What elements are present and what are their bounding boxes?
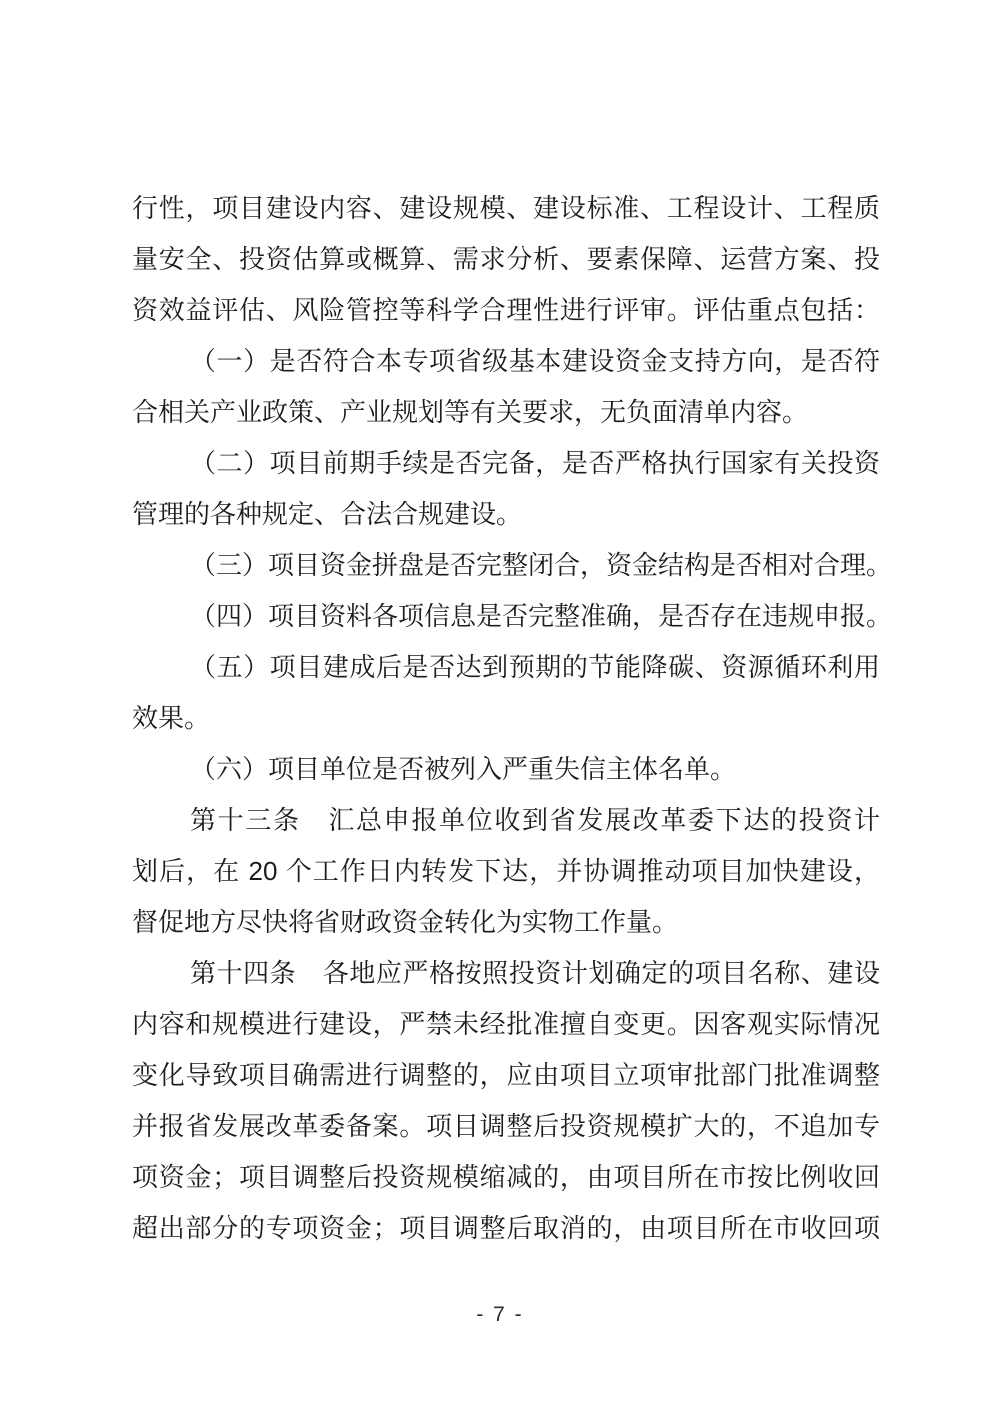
paragraph-list-item-6 [132,744,880,795]
paragraph-list-item-1 [132,336,880,438]
paragraph-article-13 [132,795,880,948]
text-line: 效果。 [132,703,211,733]
text-line: 项资金；项目调整后投资规模缩减的，由项目所在市按比例收回 [132,1162,880,1192]
text-line: 第十三条 汇总申报单位收到省发展改革委下达的投资计 [190,805,880,835]
text-line: 变化导致项目确需进行调整的，应由项目立项审批部门批准调整 [132,1060,880,1090]
text-line: 量安全、投资估算或概算、需求分析、要素保障、运营方案、投 [132,244,880,274]
page-number: - 7 - [476,1303,524,1326]
text-line: （六）项目单位是否被列入严重失信主体名单。 [190,754,737,784]
text-line: （三）项目资金拼盘是否完整闭合，资金结构是否相对合理。 [190,550,893,580]
text-line: （五）项目建成后是否达到预期的节能降碳、资源循环利用 [190,652,880,682]
document-body [132,183,893,1254]
text-line: （一）是否符合本专项省级基本建设资金支持方向，是否符 [190,346,880,376]
text-line: 管理的各种规定、合法合规建设。 [132,499,523,529]
text-line: 并报省发展改革委备案。项目调整后投资规模扩大的，不追加专 [132,1111,880,1141]
paragraph-list-item-3 [132,540,893,591]
paragraph-list-item-5 [132,642,880,744]
paragraph-body-continuation [132,183,880,336]
text-line: 内容和规模进行建设，严禁未经批准擅自变更。因客观实际情况 [132,1009,880,1039]
text-line: （二）项目前期手续是否完备，是否严格执行国家有关投资 [190,448,880,478]
text-line: 超出部分的专项资金；项目调整后取消的，由项目所在市收回项 [132,1213,880,1243]
text-line: 划后，在 20 个工作日内转发下达，并协调推动项目加快建设， [132,856,880,886]
text-line: （四）项目资料各项信息是否完整准确，是否存在违规申报。 [190,601,893,631]
text-line: 督促地方尽快将省财政资金转化为实物工作量。 [132,907,679,937]
text-line: 行性，项目建设内容、建设规模、建设标准、工程设计、工程质 [132,193,880,223]
paragraph-article-14 [132,948,880,1254]
text-line: 合相关产业政策、产业规划等有关要求，无负面清单内容。 [132,397,809,427]
text-line: 资效益评估、风险管控等科学合理性进行评审。评估重点包括： [132,295,880,325]
text-line: 第十四条 各地应严格按照投资计划确定的项目名称、建设 [190,958,880,988]
paragraph-list-item-2 [132,438,880,540]
paragraph-list-item-4 [132,591,893,642]
